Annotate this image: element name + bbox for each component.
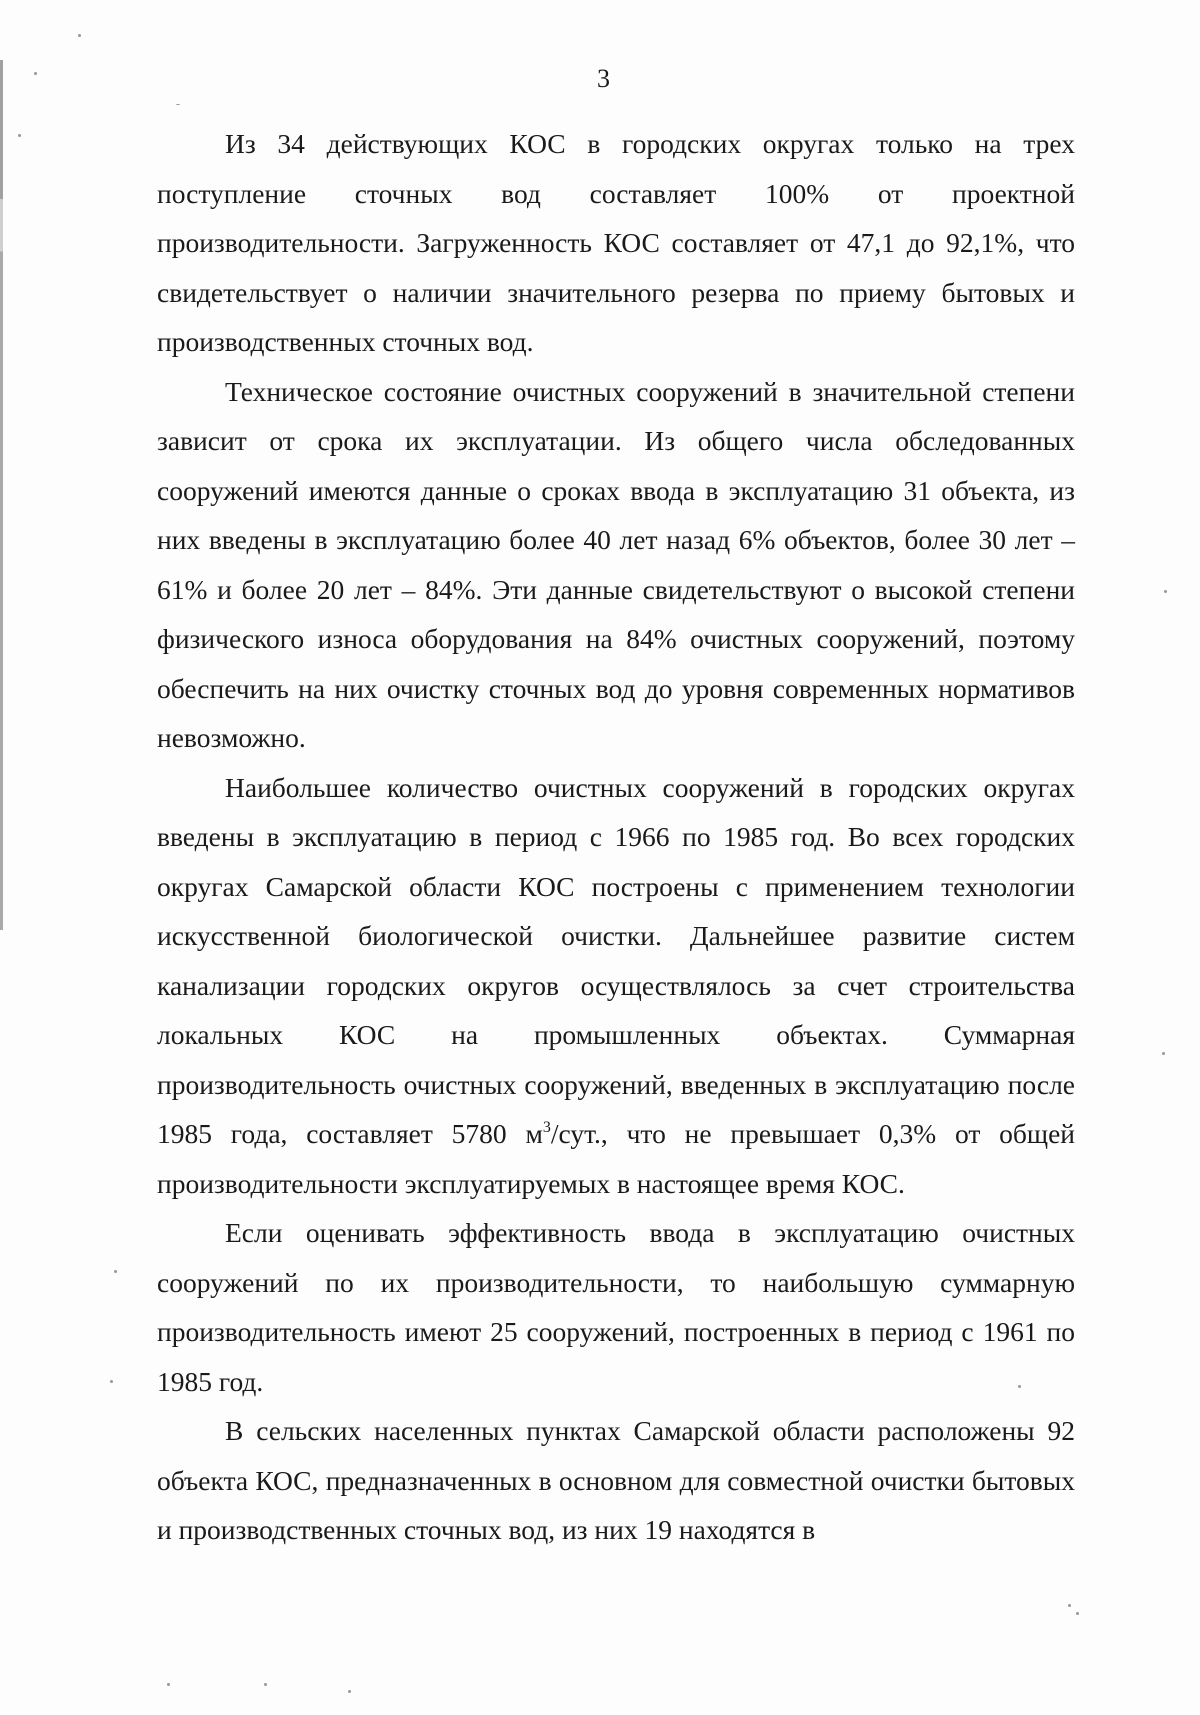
scan-speck [18, 134, 21, 137]
scan-speck [1162, 1052, 1165, 1055]
scan-speck [110, 1380, 113, 1383]
scan-speck [176, 104, 180, 105]
paragraph-4: Если оценивать эффективность ввода в эксплуатацию очистных сооружений по их производительности, то наибольшую суммарную производительность имеют 25 сооружений, построенных в период с 1961 по 1985 год. [157, 1217, 1075, 1397]
page-number: 3 [597, 64, 610, 93]
cubic-superscript: 3 [542, 1119, 551, 1136]
scan-speck [1018, 1385, 1021, 1388]
document-body [157, 119, 1075, 1555]
scan-speck [1076, 1612, 1079, 1615]
scan-speck [78, 34, 81, 37]
paragraph-3 [157, 763, 1075, 1209]
scan-speck [1164, 590, 1167, 593]
scan-speck [264, 1683, 267, 1686]
paragraph-1: Из 34 действующих КОС в городских округах только на трех поступление сточных вод составляет 100% от проектной производительности. Загруженность КОС составляет от 47,1 до 92,1%, что свидетельствует о наличии значительного резерва по приему бытовых и производственных сточных вод. [157, 128, 1075, 357]
scan-speck [1068, 1604, 1071, 1607]
paragraph-3-text-before: Наибольшее количество очистных сооружений в городских округах введены в эксплуатацию в период с 1966 по 1985 год. Во всех городских округах Самарской области КОС построены с применением технологии искусственной биологической очистки. Дальнейшее развитие систем канализации городских округов осуществлялось за счет строительства локальных КОС на промышленных объектах. Суммарная производительность очистных сооружений, введенных в эксплуатацию после 1985 года, составляет 5780 м [157, 771, 1075, 1149]
scan-speck [167, 1683, 170, 1686]
paragraph-2: Техническое состояние очистных сооружений в значительной степени зависит от срока их эксплуатации. Из общего числа обследованных сооружений имеются данные о сроках ввода в эксплуатацию 31 объекта, из них введены в эксплуатацию более 40 лет назад 6% объектов, более 30 лет – 61% и более 20 лет – 84%. Эти данные свидетельствуют о высокой степени физического износа оборудования на 84% очистных сооружений, поэтому обеспечить на них очистку сточных вод до уровня современных нормативов невозможно. [157, 375, 1075, 753]
scan-speck [114, 1270, 117, 1273]
paragraph-5: В сельских населенных пунктах Самарской области расположены 92 объекта КОС, предназначенных в основном для совместной очистки бытовых и производственных сточных вод, из них 19 находятся в [157, 1415, 1075, 1545]
scan-speck [34, 72, 37, 75]
scan-speck [348, 1690, 351, 1693]
scan-binding-edge [0, 60, 3, 930]
paragraph-3-text-after: /сут., что не превышает 0,3% от общей производительности эксплуатируемых в настоящее время КОС. [157, 1118, 1076, 1199]
